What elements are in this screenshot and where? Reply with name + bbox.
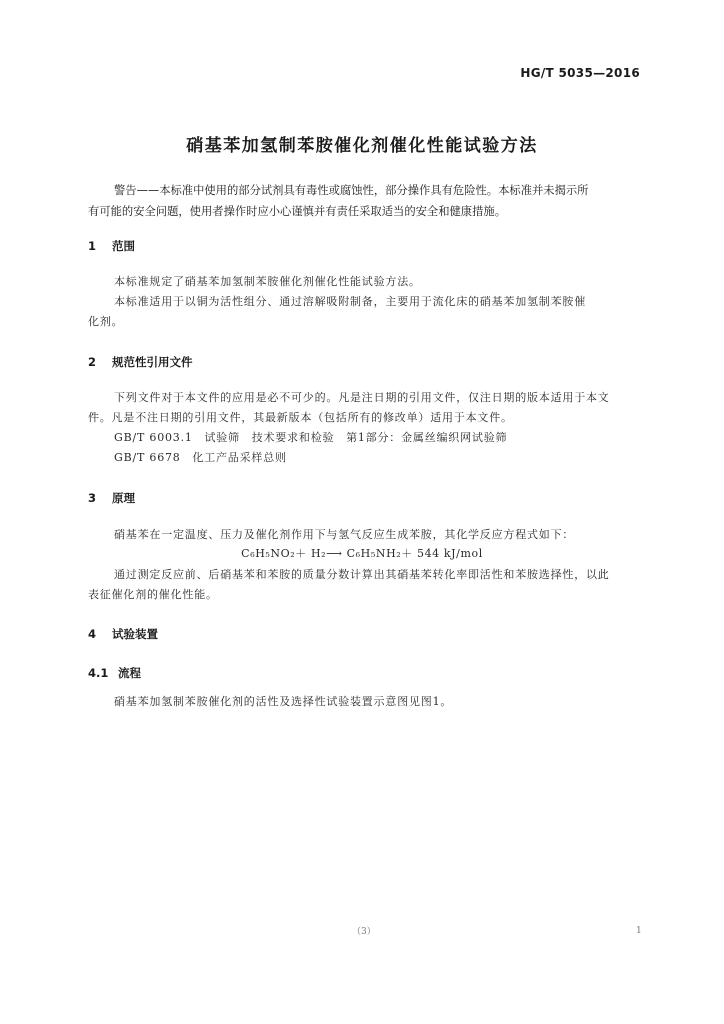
section-number: 3 bbox=[88, 491, 97, 505]
section-2-body bbox=[88, 388, 654, 468]
section-title: 范围 bbox=[112, 239, 135, 253]
section-number: 4 bbox=[88, 627, 97, 641]
section-3-intro bbox=[88, 525, 654, 545]
section-title: 流程 bbox=[118, 666, 141, 680]
footer-mark: （3） bbox=[352, 927, 376, 937]
reaction-equation: C₆H₅NO₂＋ H₂⟶ C₆H₅NH₂＋ 544 kJ/mol bbox=[241, 547, 483, 560]
section-1-heading bbox=[88, 238, 135, 254]
warning-line-1: 警告——本标准中使用的部分试剂具有毒性或腐蚀性，部分操作具有危险性。本标准并未揭示所 bbox=[114, 184, 589, 197]
section-4-1-body bbox=[88, 692, 654, 712]
standard-code: HG/T 5035—2016 bbox=[520, 66, 640, 80]
warning-paragraph bbox=[88, 180, 648, 222]
section-title: 规范性引用文件 bbox=[112, 355, 193, 369]
reference-item: GB/T 6678 化工产品采样总则 bbox=[114, 451, 287, 464]
section-title: 试验装置 bbox=[112, 627, 158, 641]
paragraph-line: 件。凡是不注日期的引用文件，其最新版本（包括所有的修改单）适用于本文件。 bbox=[88, 411, 513, 424]
page-number: 1 bbox=[636, 926, 642, 936]
section-2-heading bbox=[88, 354, 193, 370]
reference-item: GB/T 6003.1 试验筛 技术要求和检验 第1部分：金属丝编织网试验筛 bbox=[114, 431, 508, 444]
document-title: 硝基苯加氢制苯胺催化剂催化性能试验方法 bbox=[186, 136, 538, 156]
paragraph-line: 通过测定反应前、后硝基苯和苯胺的质量分数计算出其硝基苯转化率即活性和苯胺选择性，以此 bbox=[114, 568, 610, 581]
paragraph-line: 表征催化剂的催化性能。 bbox=[88, 588, 218, 601]
section-1-body bbox=[88, 272, 654, 332]
section-3-heading bbox=[88, 490, 135, 506]
section-4-heading bbox=[88, 626, 158, 642]
paragraph: 硝基苯在一定温度、压力及催化剂作用下与氢气反应生成苯胺，其化学反应方程式如下： bbox=[114, 528, 575, 541]
section-number: 4.1 bbox=[88, 666, 109, 680]
paragraph-line: 化剂。 bbox=[88, 315, 124, 328]
section-title: 原理 bbox=[112, 491, 135, 505]
paragraph-line: 本标准适用于以铜为活性组分、通过溶解吸附制备，主要用于流化床的硝基苯加氢制苯胺催 bbox=[114, 295, 586, 308]
paragraph-line: 下列文件对于本文件的应用是必不可少的。凡是注日期的引用文件，仅注日期的版本适用于本文 bbox=[114, 391, 610, 404]
section-3-body bbox=[88, 565, 654, 605]
section-4-1-heading bbox=[88, 665, 141, 681]
paragraph: 硝基苯加氢制苯胺催化剂的活性及选择性试验装置示意图见图1。 bbox=[114, 695, 453, 708]
section-number: 1 bbox=[88, 239, 97, 253]
section-number: 2 bbox=[88, 355, 97, 369]
warning-line-2: 有可能的安全问题，使用者操作时应小心谨慎并有责任采取适当的安全和健康措施。 bbox=[88, 205, 506, 218]
paragraph: 本标准规定了硝基苯加氢制苯胺催化剂催化性能试验方法。 bbox=[114, 275, 421, 288]
